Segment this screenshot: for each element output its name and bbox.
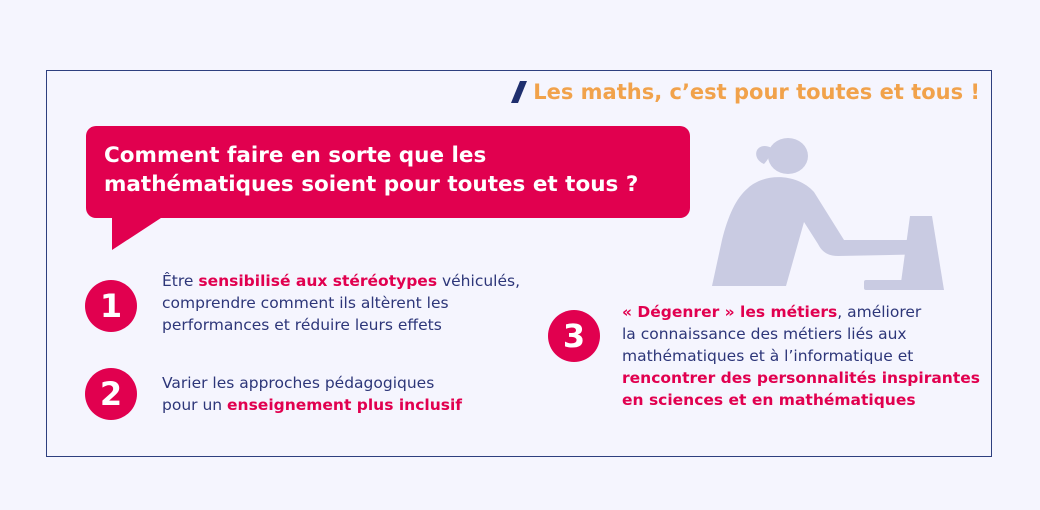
slogan [511,80,980,104]
step-3-line-3: mathématiques et à l’informatique et [622,347,914,365]
step-3-text [622,301,980,411]
step-1-line-1-start: Être [162,272,199,290]
step-3-line-1-end: , améliorer [837,303,922,321]
step-1-badge [85,280,137,332]
step-3-line-1 [622,301,980,323]
student-at-laptop-illustration [704,130,944,290]
slogan-text: Les maths, c’est pour toutes et tous ! [533,80,980,104]
step-2-line-2-start: pour un [162,396,228,414]
step-3-badge [548,310,600,362]
question-bubble [86,126,690,218]
step-1-line-3: performances et réduire leurs effets [162,316,442,334]
step-1-highlight: sensibilisé aux stéréotypes [198,272,438,290]
step-1-line-1 [162,270,520,292]
step-3-line-4: rencontrer des personnalités inspirantes [622,369,980,387]
step-1-line-1-end: véhiculés, [437,272,521,290]
step-3-line-2: la connaissance des métiers liés aux [622,325,907,343]
slash-logo-icon [511,81,527,103]
step-2-number: 2 [99,375,123,413]
question-line-2: mathématiques soient pour toutes et tous ? [104,172,639,197]
step-2-text [162,372,462,416]
question-line-1: Comment faire en sorte que les [104,143,487,168]
step-1-text [162,270,520,336]
bubble-tail-icon [112,216,164,250]
step-2-line-1: Varier les approches pédagogiques [162,374,435,392]
step-2-highlight: enseignement plus inclusif [227,396,463,414]
question-text [104,141,690,199]
step-3-number: 3 [562,317,586,355]
step-1-number: 1 [99,287,123,325]
step-3-line-5: en sciences et en mathématiques [622,391,916,409]
step-3-highlight-1: « Dégenrer » les métiers [622,303,838,321]
step-1-line-2: comprendre comment ils altèrent les [162,294,449,312]
step-2-line-2 [162,394,462,416]
step-2-badge [85,368,137,420]
